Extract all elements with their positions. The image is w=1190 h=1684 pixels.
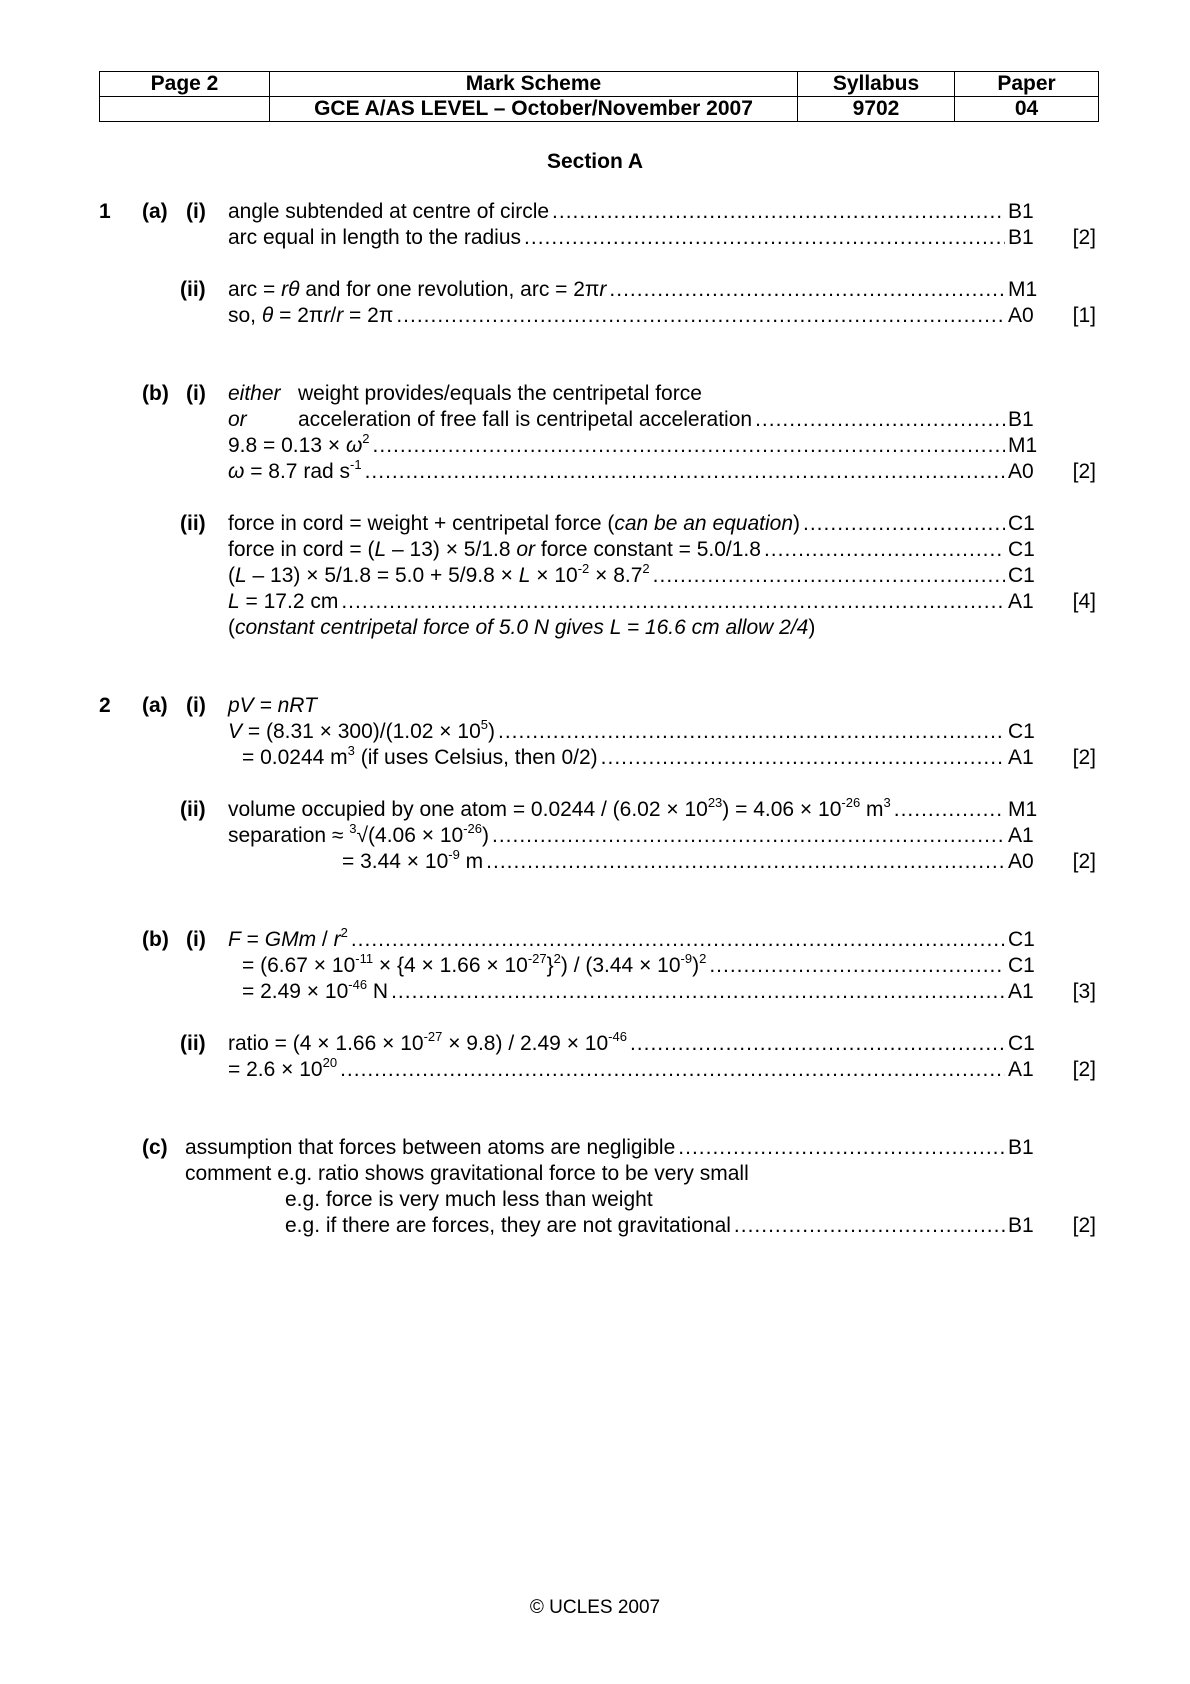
mark-code: M1 — [1008, 798, 1038, 821]
mark-code: C1 — [1008, 720, 1035, 743]
subpart-label: (i) — [186, 382, 206, 405]
mark-line: pV = nRT — [228, 694, 317, 717]
subpart-label: (ii) — [180, 1032, 206, 1055]
subpart-label: (ii) — [180, 512, 206, 535]
page-number: Page 2 — [100, 72, 270, 97]
subpart-label: (i) — [186, 928, 206, 951]
mark-code: B1 — [1008, 408, 1034, 431]
mark-total: [2] — [1072, 746, 1096, 769]
syllabus-code: 9702 — [798, 97, 955, 122]
mark-line: = $3.44 \times 10^{-9}$ m ..... A0 — [228, 849, 1038, 875]
empty-cell — [100, 97, 270, 122]
mark-total: [4] — [1072, 590, 1096, 613]
mark-line: comment e.g. ratio shows gravitational force to be very small — [185, 1162, 749, 1185]
mark-line: force in cord = (L – 13) × 5/1.8 or force constant = 5.0/1.8 ..... C1 — [228, 537, 1038, 563]
mark-line: or acceleration of free fall is centripetal acceleration ..... B1 — [228, 407, 1038, 433]
mark-total: [2] — [1072, 850, 1096, 873]
mark-line: either weight provides/equals the centripetal force — [228, 382, 702, 405]
mark-line: e.g. force is very much less than weight — [285, 1188, 653, 1211]
mark-line: = $2.6 \times 10^{20}$ ..... A1 — [228, 1057, 1038, 1083]
mark-total: [2] — [1072, 1214, 1096, 1237]
copyright-footer: © UCLES 2007 — [529, 1597, 661, 1618]
mark-line: = $(6.67 \times 10^{-11} \times \{4 \times 1.66 \times 10^{-27}\}^2) / (3.44 \times 10^{-9})^2$ ..... C1 — [228, 953, 1038, 979]
mark-code: C1 — [1008, 954, 1035, 977]
mark-code: A1 — [1008, 980, 1034, 1003]
mark-line: = $2.49 \times 10^{-46}$ N ..... A1 — [228, 979, 1038, 1005]
mark-total: [2] — [1072, 226, 1096, 249]
part-label: (b) — [142, 928, 169, 951]
mark-code: C1 — [1008, 1032, 1035, 1055]
mark-code: B1 — [1008, 1136, 1034, 1159]
mark-line: $V = (8.31 \times 300)/(1.02 \times 10^5)$ ..... C1 — [228, 719, 1038, 745]
mark-line: ratio = $(4 \times 1.66 \times 10^{-27} \times 9.8) / 2.49 \times 10^{-46}$ ..... C1 — [228, 1031, 1038, 1057]
mark-code: A0 — [1008, 850, 1034, 873]
mark-code: C1 — [1008, 538, 1035, 561]
question-number: 2 — [99, 694, 111, 717]
mark-code: A1 — [1008, 1058, 1034, 1081]
mark-line: F = GMm / $r^2$ ..... C1 — [228, 927, 1038, 953]
document-title: Mark Scheme — [270, 72, 798, 97]
subpart-label: (ii) — [180, 278, 206, 301]
subpart-label: (ii) — [180, 798, 206, 821]
mark-code: A0 — [1008, 460, 1034, 483]
mark-line: ω = 8.7 rad $s^{-1}$ ..... A0 — [228, 459, 1038, 485]
header-table — [99, 71, 1099, 122]
mark-code: M1 — [1008, 434, 1038, 457]
paper-number: 04 — [955, 97, 1099, 122]
mark-line: e.g. if there are forces, they are not gravitational ..... B1 — [285, 1213, 1038, 1239]
mark-note: (constant centripetal force of 5.0 N gives L = 16.6 cm allow 2/4) — [228, 616, 816, 639]
mark-code: A0 — [1008, 304, 1034, 327]
section-title: Section A — [546, 150, 644, 173]
subpart-label: (i) — [186, 694, 206, 717]
mark-code: A1 — [1008, 824, 1034, 847]
mark-line: L = 17.2 cm ..... A1 — [228, 589, 1038, 615]
mark-total: [3] — [1072, 980, 1096, 1003]
mark-line: angle subtended at centre of circle ..... B1 — [228, 199, 1038, 225]
exam-session: GCE A/AS LEVEL – October/November 2007 — [270, 97, 798, 122]
mark-code: A1 — [1008, 590, 1034, 613]
syllabus-label: Syllabus — [798, 72, 955, 97]
mark-code: A1 — [1008, 746, 1034, 769]
subpart-label: (i) — [186, 200, 206, 223]
mark-code: C1 — [1008, 564, 1035, 587]
paper-label: Paper — [955, 72, 1099, 97]
question-number: 1 — [99, 200, 111, 223]
mark-line: force in cord = weight + centripetal force (can be an equation) ..... C1 — [228, 511, 1038, 537]
mark-code: C1 — [1008, 928, 1035, 951]
mark-line: arc equal in length to the radius ..... B1 — [228, 225, 1038, 251]
mark-code: M1 — [1008, 278, 1038, 301]
mark-line: separation ≈ $^3√(4.06 \times 10^{-26})$ ..... A1 — [228, 823, 1038, 849]
mark-code: C1 — [1008, 512, 1035, 535]
mark-line: = 0.0244 $m^3$ (if uses Celsius, then 0/2) ..... A1 — [228, 745, 1038, 771]
mark-code: B1 — [1008, 200, 1034, 223]
part-label: (c) — [142, 1136, 168, 1159]
mark-line: $9.8 = 0.13 \times \omega^2$ ..... M1 — [228, 433, 1038, 459]
mark-code: B1 — [1008, 226, 1034, 249]
part-label: (a) — [142, 694, 168, 717]
mark-line: volume occupied by one atom = $0.0244 / (6.02 \times 10^{23}) = 4.06 \times 10^{-26}$ $m^3$ ..... M1 — [228, 797, 1038, 823]
mark-total: [2] — [1072, 460, 1096, 483]
part-label: (b) — [142, 382, 169, 405]
mark-line: assumption that forces between atoms are negligible ..... B1 — [185, 1135, 1038, 1161]
mark-total: [2] — [1072, 1058, 1096, 1081]
mark-line: $(L - 13) \times 5/1.8 = 5.0 + 5/9.8 \times L \times 10^{-2} \times 8.7^2$ ..... C1 — [228, 563, 1038, 589]
mark-code: B1 — [1008, 1214, 1034, 1237]
mark-total: [1] — [1072, 304, 1096, 327]
part-label: (a) — [142, 200, 168, 223]
mark-line: arc = rθ and for one revolution, arc = 2πr ..... M1 — [228, 277, 1038, 303]
mark-line: so, θ = 2πr/r = 2π ..... A0 — [228, 303, 1038, 329]
